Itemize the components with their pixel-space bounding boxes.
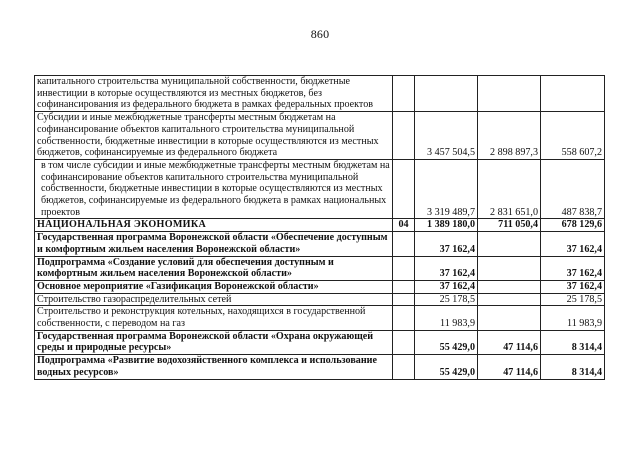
row-value-federal (478, 76, 541, 112)
row-code (393, 293, 415, 306)
row-name: Строительство газораспределительных сетей (35, 293, 393, 306)
row-name: Государственная программа Воронежской области «Обеспечение доступным и комфортным жильем населения Воронежской области» (35, 232, 393, 256)
row-value-total (415, 76, 478, 112)
row-code (393, 112, 415, 160)
row-name: в том числе субсидии и иные межбюджетные трансферты местным бюджетам на софинансирование объектов капитального строительства муниципальной собственности, бюджетные инвестиции в которые осуществляются из местных бюджетов, софинансируемые из федерального бюджета в рамках национальных проектов (35, 159, 393, 219)
row-value-total: 37 162,4 (415, 256, 478, 280)
table-row (35, 330, 605, 354)
row-value-total: 37 162,4 (415, 232, 478, 256)
table-row (35, 280, 605, 293)
row-name: НАЦИОНАЛЬНАЯ ЭКОНОМИКА (35, 219, 393, 232)
row-value-federal (478, 306, 541, 330)
row-value-total: 37 162,4 (415, 280, 478, 293)
table-row (35, 159, 605, 219)
row-value-federal (478, 256, 541, 280)
row-code (393, 355, 415, 379)
row-code (393, 256, 415, 280)
table-row (35, 355, 605, 379)
budget-table (34, 75, 605, 380)
row-value-regional: 8 314,4 (541, 330, 605, 354)
row-value-federal (478, 232, 541, 256)
row-value-total: 3 457 504,5 (415, 112, 478, 160)
row-code (393, 232, 415, 256)
row-value-federal (478, 293, 541, 306)
row-value-federal: 2 831 651,0 (478, 159, 541, 219)
row-value-total: 11 983,9 (415, 306, 478, 330)
row-value-regional: 678 129,6 (541, 219, 605, 232)
row-value-federal: 2 898 897,3 (478, 112, 541, 160)
row-name: Субсидии и иные межбюджетные трансферты местным бюджетам на софинансирование объектов капитального строительства муниципальной собственности, бюджетные инвестиции в которые осуществляются из местных бюджетов, софинансируемые из федерального бюджета (35, 112, 393, 160)
row-value-regional: 558 607,2 (541, 112, 605, 160)
page-number: 860 (310, 27, 330, 41)
row-code: 04 (393, 219, 415, 232)
row-value-total: 25 178,5 (415, 293, 478, 306)
row-value-total: 55 429,0 (415, 355, 478, 379)
row-name: Строительство и реконструкция котельных, находящихся в государственной собственности, с переводом на газ (35, 306, 393, 330)
table-row (35, 306, 605, 330)
table-row (35, 232, 605, 256)
table-row (35, 112, 605, 160)
row-value-total: 1 389 180,0 (415, 219, 478, 232)
row-value-federal: 47 114,6 (478, 330, 541, 354)
row-value-regional: 11 983,9 (541, 306, 605, 330)
row-value-total: 55 429,0 (415, 330, 478, 354)
row-name: Подпрограмма «Создание условий для обеспечения доступным и комфортным жильем населения Воронежской области» (35, 256, 393, 280)
row-value-regional (541, 76, 605, 112)
table-row (35, 256, 605, 280)
row-value-regional: 8 314,4 (541, 355, 605, 379)
row-value-regional: 37 162,4 (541, 280, 605, 293)
row-value-federal (478, 280, 541, 293)
row-name: Государственная программа Воронежской области «Охрана окружающей среды и природные ресурсы» (35, 330, 393, 354)
row-code (393, 76, 415, 112)
row-name: Подпрограмма «Развитие водохозяйственного комплекса и использование водных ресурсов» (35, 355, 393, 379)
row-value-total: 3 319 489,7 (415, 159, 478, 219)
row-code (393, 159, 415, 219)
row-name: Основное мероприятие «Газификация Воронежской области» (35, 280, 393, 293)
row-code (393, 280, 415, 293)
table-row (35, 76, 605, 112)
row-code (393, 306, 415, 330)
row-code (393, 330, 415, 354)
row-value-federal: 47 114,6 (478, 355, 541, 379)
table-row (35, 219, 605, 232)
row-value-regional: 37 162,4 (541, 232, 605, 256)
row-value-regional: 25 178,5 (541, 293, 605, 306)
table-row (35, 293, 605, 306)
row-value-regional: 487 838,7 (541, 159, 605, 219)
row-name: капитального строительства муниципальной собственности, бюджетные инвестиции в которые осуществляются из местных бюджетов, без софинансирования из федерального бюджета в рамках федеральных проектов (35, 76, 393, 112)
row-value-regional: 37 162,4 (541, 256, 605, 280)
row-value-federal: 711 050,4 (478, 219, 541, 232)
